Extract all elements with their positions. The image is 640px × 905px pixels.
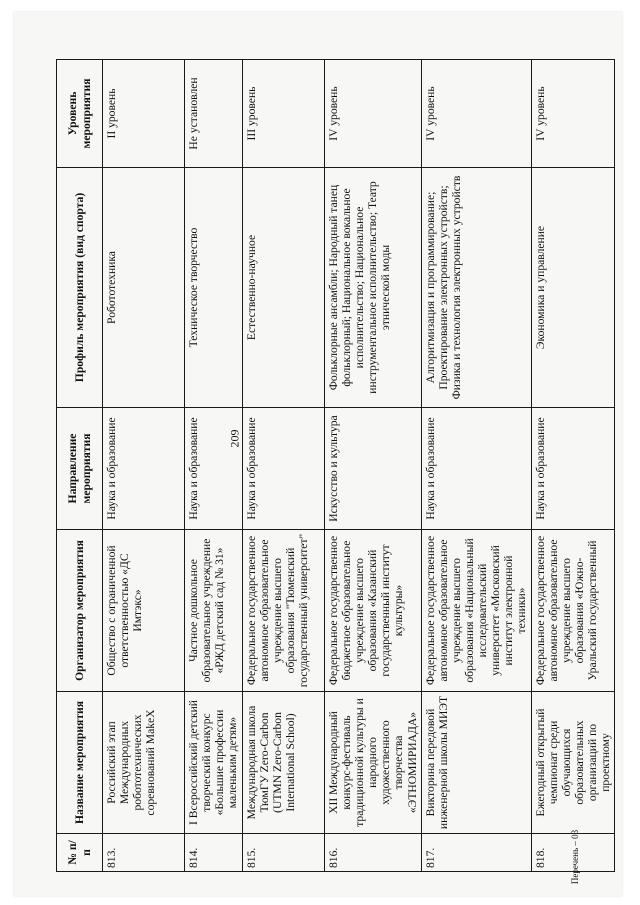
event-direction: Наука и образование	[531, 408, 615, 530]
row-number: 815.	[243, 834, 325, 872]
table-row	[531, 60, 615, 872]
event-direction: Искусство и культура	[325, 408, 422, 530]
header-num: № п/п	[57, 834, 103, 872]
event-level: Не установлен	[185, 60, 243, 168]
event-profile: Фольклорные ансамбли; Народный танец фольклорный; Национальное вокальное исполнительство; Национальное инструментальное исполнительство; Театр этнической моды	[325, 168, 422, 408]
event-name: Ежегодный открытый чемпионат среди обучающихся образовательных организаций по проектному	[531, 692, 615, 834]
header-organizer: Организатор мероприятия	[57, 530, 103, 692]
event-organizer: Федеральное государственное автономное образовательное учреждение высшего образования "Тюменский государственный университет"	[243, 530, 325, 692]
event-organizer: Федеральное государственное автономное образовательное учреждение высшего образования «Национальный исследовательский университет «Московский институт электронной техники»	[421, 530, 531, 692]
table-row	[243, 60, 325, 872]
event-profile: Естественно-научное	[243, 168, 325, 408]
event-direction: Наука и образование	[103, 408, 185, 530]
row-number: 818.	[531, 834, 615, 872]
header-direction: Направление мероприятия	[57, 408, 103, 530]
table-header-row	[57, 60, 103, 872]
event-level: III уровень	[243, 60, 325, 168]
event-profile: Техническое творчество	[185, 168, 243, 408]
row-number: 816.	[325, 834, 422, 872]
event-organizer: Общество с ограниченной ответственностью «ДС Имтэкс»	[103, 530, 185, 692]
table-row	[325, 60, 422, 872]
table-row	[103, 60, 185, 872]
event-direction: Наука и образование	[185, 408, 243, 530]
row-number: 813.	[103, 834, 185, 872]
event-name: Международная школа ТюмГУ Zero-Carbon (UTMN Zero-Carbon International School)	[243, 692, 325, 834]
event-level: IV уровень	[421, 60, 531, 168]
event-organizer: Федеральное государственное бюджетное образовательное учреждение высшего образования «Казанский государственный институт культуры»	[325, 530, 422, 692]
event-organizer: Частное дошкольное образовательное учреждение «РЖД детский сад № 31»	[185, 530, 243, 692]
table-row	[421, 60, 531, 872]
event-level: IV уровень	[531, 60, 615, 168]
footer-code: Перечень – 03	[570, 829, 581, 885]
rotated-table-sheet	[56, 60, 613, 872]
row-number: 817.	[421, 834, 531, 872]
table-row	[185, 60, 243, 872]
header-name: Название мероприятия	[57, 692, 103, 834]
row-number: 814.	[185, 834, 243, 872]
event-level: IV уровень	[325, 60, 422, 168]
event-direction: Наука и образование	[421, 408, 531, 530]
event-name: I Всероссийский детский творческий конкурс «Большие профессии маленьким детям»	[185, 692, 243, 834]
event-profile: Экономика и управление	[531, 168, 615, 408]
event-name: Российский этап Международных робототехнических соревнований MakeX	[103, 692, 185, 834]
event-profile: Робототехника	[103, 168, 185, 408]
event-name: XII Международный конкурс-фестиваль традиционной культуры и народного художественного творчества «ЭТНОМИРИАДА»	[325, 692, 422, 834]
event-organizer: Федеральное государственное автономное образовательное учреждение высшего образования «Южно-Уральский государственный	[531, 530, 615, 692]
header-level: Уровень мероприятия	[57, 60, 103, 168]
event-name: Викторина передовой инженерной школы МИЭТ	[421, 692, 531, 834]
page-number: 209	[227, 429, 242, 448]
events-table	[56, 59, 615, 872]
event-profile: Алгоритмизация и программирование; Проектирование электронных устройств; Физика и технология электронных устройств	[421, 168, 531, 408]
event-level: II уровень	[103, 60, 185, 168]
header-profile: Профиль мероприятия (вид спорта)	[57, 168, 103, 408]
event-direction: Наука и образование	[243, 408, 325, 530]
